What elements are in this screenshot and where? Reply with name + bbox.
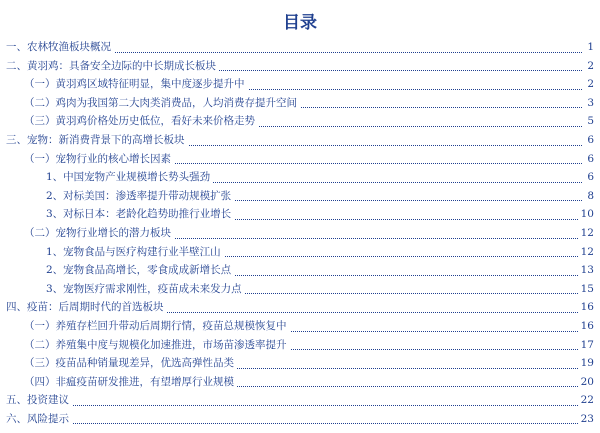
toc-entry[interactable] bbox=[0, 410, 600, 429]
toc-entry-page: 23 bbox=[579, 410, 594, 429]
toc-entry[interactable] bbox=[0, 298, 600, 317]
toc-entry[interactable] bbox=[0, 187, 600, 206]
toc-entry[interactable] bbox=[0, 354, 600, 373]
toc-entry[interactable] bbox=[0, 317, 600, 336]
toc-entry-page: 1 bbox=[585, 38, 594, 57]
toc-entry[interactable] bbox=[0, 75, 600, 94]
toc-entry-label: 二、黄羽鸡：具备安全边际的中长期成长板块 bbox=[6, 57, 219, 76]
toc-entry-label: 1、宠物食品与医疗构建行业半壁江山 bbox=[46, 243, 224, 262]
toc-entry-label: 2、对标美国：渗透率提升带动规模扩张 bbox=[46, 187, 234, 206]
toc-entry-label: （一）宠物行业的核心增长因素 bbox=[24, 150, 174, 169]
toc-entry[interactable] bbox=[0, 150, 600, 169]
toc-entry-page: 19 bbox=[579, 354, 594, 373]
toc-entry-label: 四、疫苗：后周期时代的首选板块 bbox=[6, 298, 167, 317]
toc-entry-page: 16 bbox=[579, 298, 594, 317]
toc-entry-label: 六、风险提示 bbox=[6, 410, 72, 429]
toc-entry[interactable] bbox=[0, 243, 600, 262]
toc-entry-label: 五、投资建议 bbox=[6, 391, 72, 410]
toc-entry-label: 3、对标日本：老龄化趋势助推行业增长 bbox=[46, 205, 234, 224]
toc-entry-page: 2 bbox=[585, 57, 594, 76]
toc-entry[interactable] bbox=[0, 168, 600, 187]
toc-entry-page: 6 bbox=[585, 150, 594, 169]
toc-entry-label: （一）养殖存栏回升带动后周期行情，疫苗总规模恢复中 bbox=[24, 317, 290, 336]
toc-entry[interactable] bbox=[0, 38, 600, 57]
toc-entry[interactable] bbox=[0, 205, 600, 224]
toc-entry[interactable] bbox=[0, 57, 600, 76]
toc-entry-page: 12 bbox=[579, 243, 594, 262]
toc-leader-dots bbox=[6, 423, 582, 424]
toc-entry-label: （二）鸡肉为我国第二大肉类消费品，人均消费存提升空间 bbox=[24, 94, 300, 113]
toc-entry-page: 22 bbox=[579, 391, 594, 410]
toc-entry-page: 16 bbox=[579, 317, 594, 336]
toc-entry-label: 1、中国宠物产业规模增长势头强劲 bbox=[46, 168, 213, 187]
toc-entry-page: 17 bbox=[579, 336, 594, 355]
toc-entry[interactable] bbox=[0, 391, 600, 410]
toc-leader-dots bbox=[6, 405, 582, 406]
toc-entry[interactable] bbox=[0, 261, 600, 280]
toc-entry-label: （二）养殖集中度与规模化加速推进，市场苗渗透率提升 bbox=[24, 336, 290, 355]
toc-entry[interactable] bbox=[0, 224, 600, 243]
toc-entry-page: 13 bbox=[579, 261, 594, 280]
toc-entry-page: 15 bbox=[579, 280, 594, 299]
toc-entry-page: 20 bbox=[579, 373, 594, 392]
table-of-contents bbox=[0, 38, 600, 428]
toc-entry[interactable] bbox=[0, 336, 600, 355]
toc-entry-label: （二）宠物行业增长的潜力板块 bbox=[24, 224, 174, 243]
toc-entry-page: 5 bbox=[585, 112, 594, 131]
toc-entry[interactable] bbox=[0, 94, 600, 113]
toc-entry-label: 一、农林牧渔板块概况 bbox=[6, 38, 114, 57]
page-title: 目录 bbox=[283, 13, 317, 33]
toc-entry-label: （一）黄羽鸡区域特征明显，集中度逐步提升中 bbox=[24, 75, 248, 94]
toc-entry[interactable] bbox=[0, 373, 600, 392]
toc-entry-page: 2 bbox=[585, 75, 594, 94]
toc-entry-page: 6 bbox=[585, 168, 594, 187]
toc-entry[interactable] bbox=[0, 112, 600, 131]
toc-entry-label: 3、宠物医疗需求刚性，疫苗成未来发力点 bbox=[46, 280, 245, 299]
toc-entry[interactable] bbox=[0, 131, 600, 150]
toc-entry-page: 10 bbox=[579, 205, 594, 224]
toc-entry-page: 3 bbox=[585, 94, 594, 113]
toc-entry-label: （四）非瘟疫苗研发推进，有望增厚行业规模 bbox=[24, 373, 237, 392]
toc-entry[interactable] bbox=[0, 280, 600, 299]
toc-entry-label: （三）疫苗品种销量现差异，优选高弹性品类 bbox=[24, 354, 237, 373]
toc-entry-page: 6 bbox=[585, 131, 594, 150]
toc-entry-label: （三）黄羽鸡价格处历史低位，看好未来价格走势 bbox=[24, 112, 258, 131]
toc-entry-label: 三、宠物：新消费背景下的高增长板块 bbox=[6, 131, 188, 150]
toc-entry-page: 8 bbox=[585, 187, 594, 206]
toc-entry-page: 12 bbox=[579, 224, 594, 243]
toc-entry-label: 2、宠物食品高增长，零食成成新增长点 bbox=[46, 261, 234, 280]
